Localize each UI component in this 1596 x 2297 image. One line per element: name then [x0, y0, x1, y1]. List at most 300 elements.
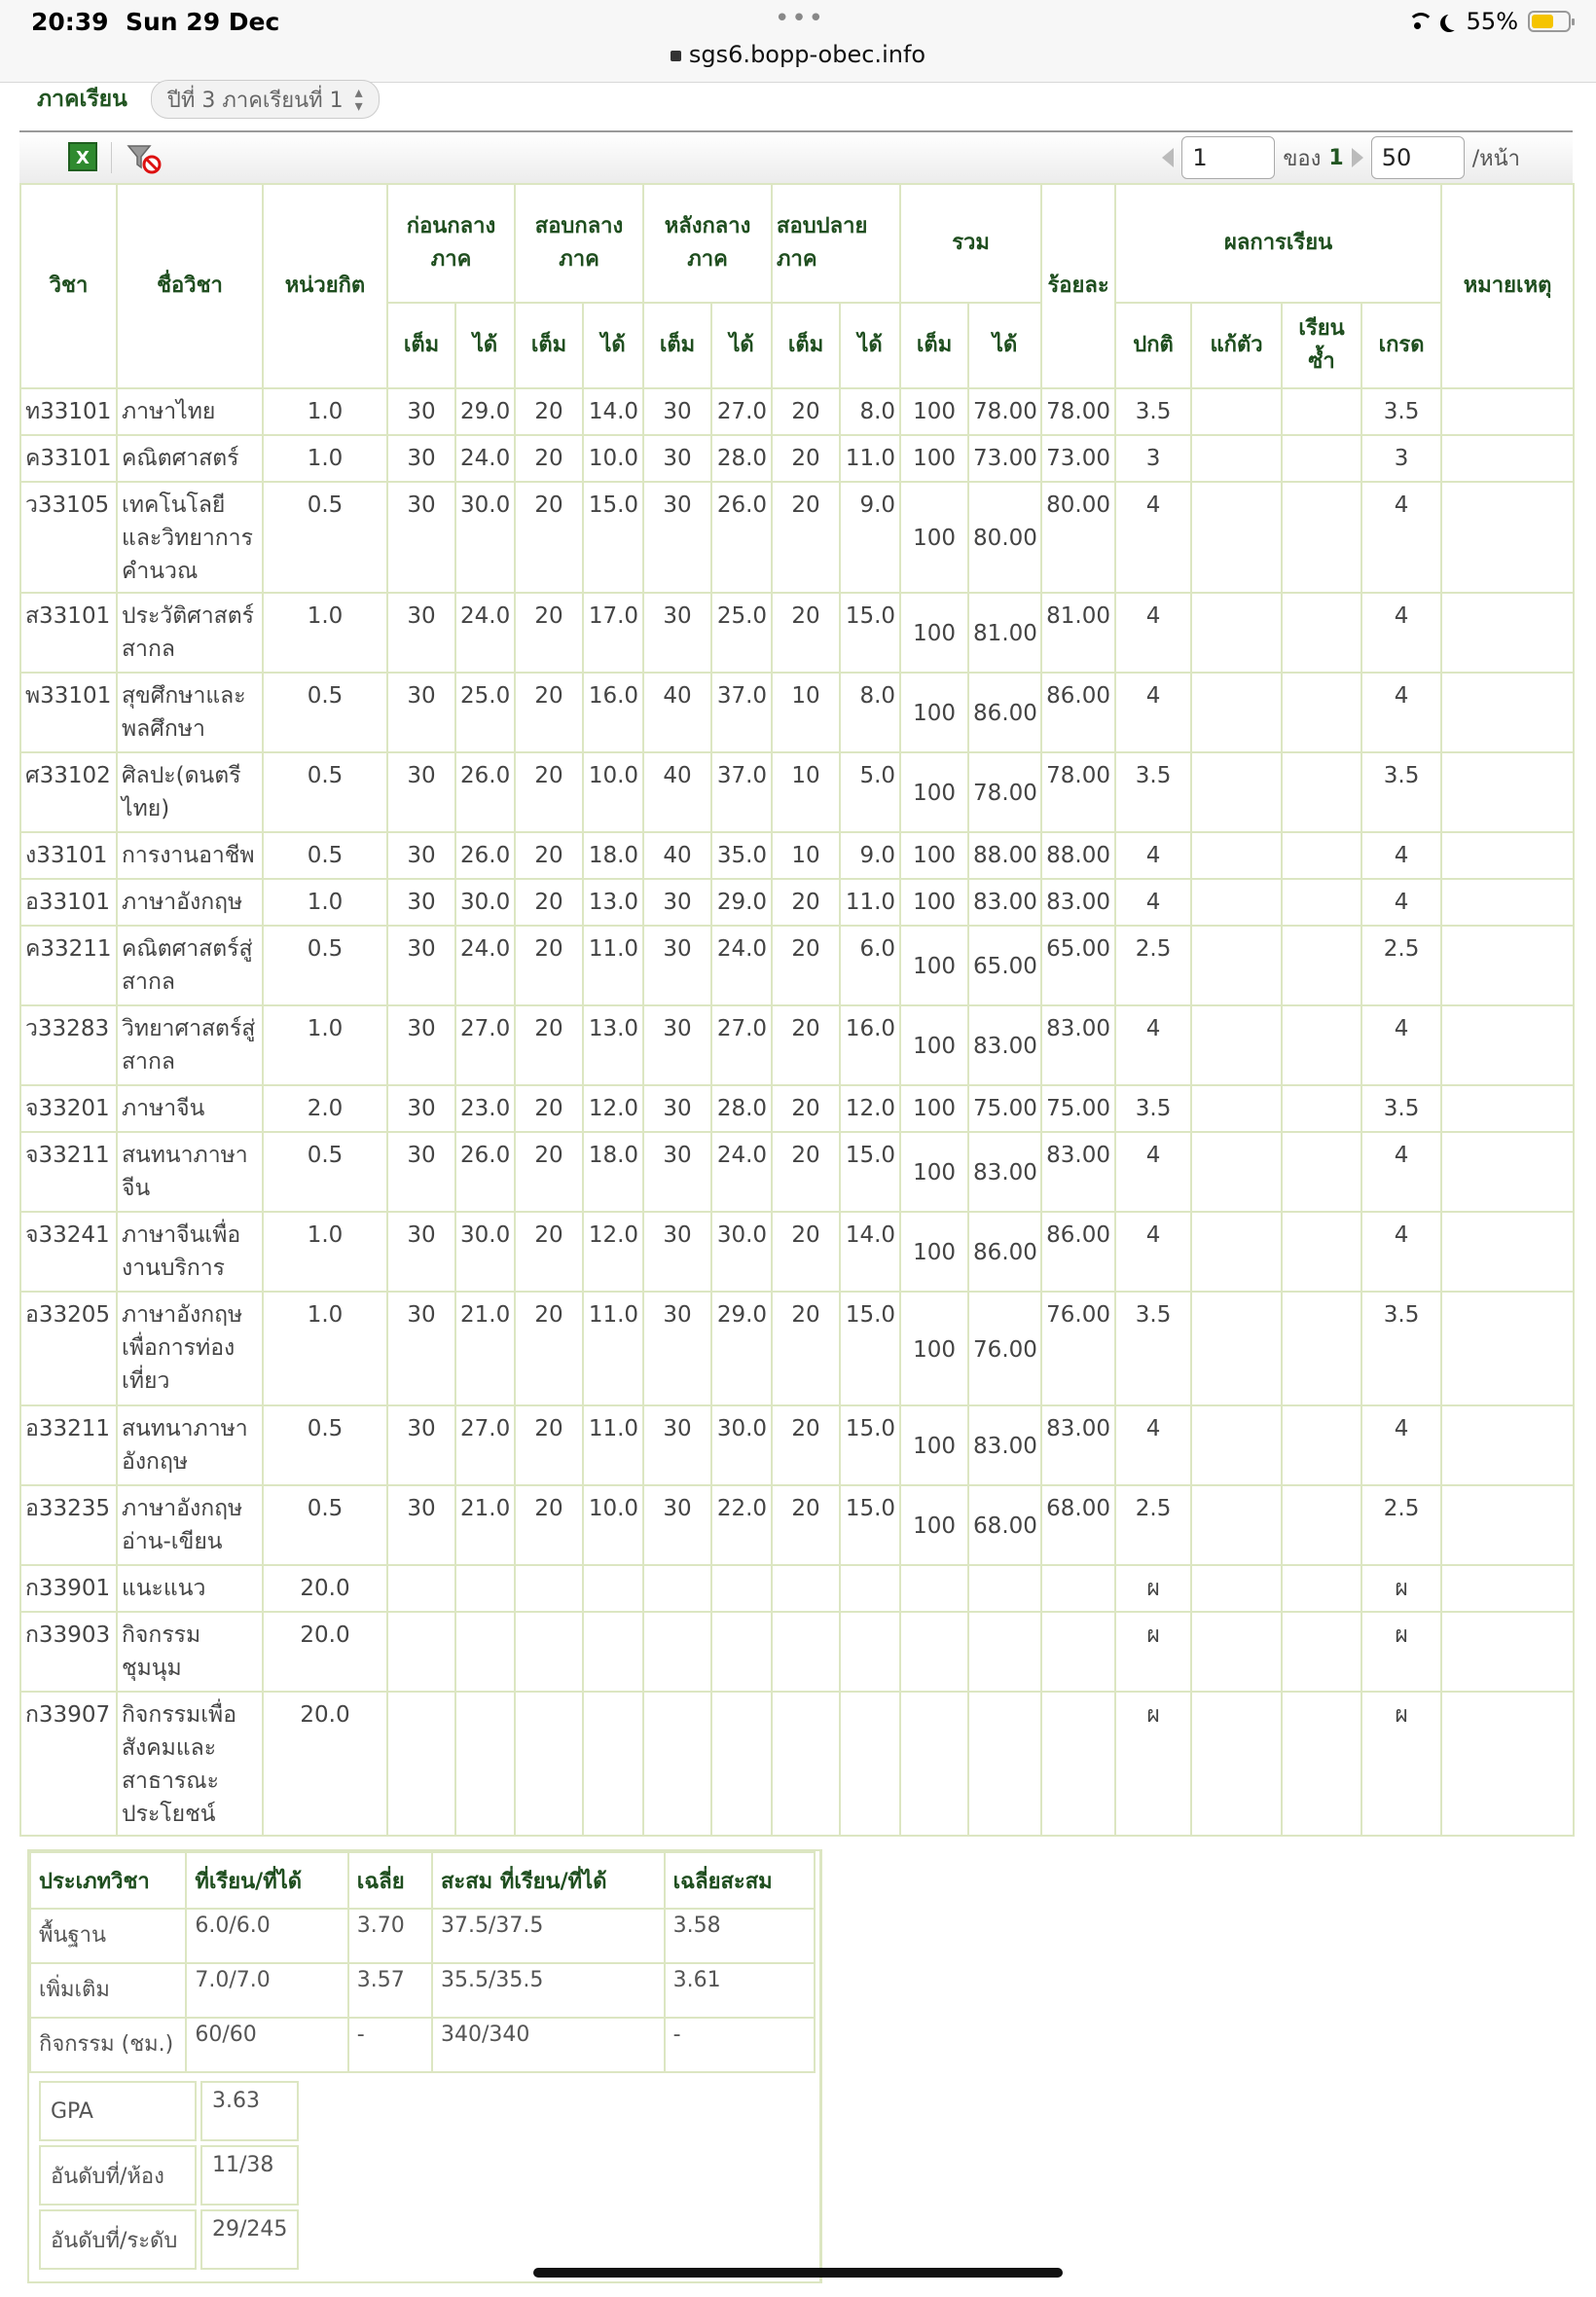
prev-page-icon[interactable]	[1162, 148, 1174, 167]
cell-fix	[1191, 1132, 1282, 1212]
cell-normal: 4	[1115, 1132, 1191, 1212]
cell-fg: 15.0	[840, 593, 900, 673]
cell-name: วิทยาศาสตร์สู่สากล	[117, 1005, 263, 1085]
url-text: sgs6.bopp-obec.info	[688, 41, 926, 68]
repeat-header[interactable]: เรียนซ้ำ	[1282, 303, 1361, 388]
col-remark-header[interactable]: หมายเหตุ	[1441, 184, 1574, 388]
cell-fix	[1191, 1212, 1282, 1292]
cell-name: ภาษาจีน	[117, 1085, 263, 1132]
cell-tf: 100	[900, 1085, 968, 1132]
cell-tg: 76.00	[968, 1292, 1041, 1405]
cell-tf: 100	[900, 435, 968, 482]
cell-fix	[1191, 1292, 1282, 1405]
table-row[interactable]	[20, 1132, 1574, 1212]
rank-class-label: อันดับที่/ห้อง	[39, 2145, 197, 2206]
cell-remark	[1441, 1485, 1574, 1565]
cell-rep	[1282, 1565, 1361, 1612]
cell-fix	[1191, 482, 1282, 593]
cell-normal: 4	[1115, 593, 1191, 673]
clear-filter-icon[interactable]	[125, 140, 163, 175]
cell-rep	[1282, 752, 1361, 832]
table-row[interactable]	[20, 435, 1574, 482]
cell-mg	[583, 1692, 643, 1836]
cell-tg: 73.00	[968, 435, 1041, 482]
cell-mf: 20	[515, 482, 583, 593]
cell-credit: 0.5	[263, 832, 387, 879]
cell-fg: 15.0	[840, 1292, 900, 1405]
cell-tf: 100	[900, 879, 968, 926]
col-percent-header[interactable]: ร้อยละ	[1041, 184, 1115, 388]
pager-of-label: ของ	[1283, 146, 1322, 171]
cell-bf: 30	[387, 1005, 455, 1085]
cell-mf	[515, 1612, 583, 1692]
cell-tf	[900, 1692, 968, 1836]
cell-pct: 76.00	[1041, 1292, 1115, 1405]
cell-fg: 11.0	[840, 435, 900, 482]
final-got-header[interactable]: ได้	[840, 303, 900, 388]
cell-code: จ33241	[20, 1212, 117, 1292]
cell-rep	[1282, 673, 1361, 752]
summary-row	[30, 1963, 815, 2018]
cell-ag: 26.0	[711, 482, 772, 593]
cell-ff: 20	[772, 1005, 840, 1085]
cell-name: ภาษาอังกฤษ	[117, 879, 263, 926]
cell-fg: 9.0	[840, 482, 900, 593]
more-dots-icon[interactable]: •••	[775, 4, 826, 33]
cell-ff: 20	[772, 879, 840, 926]
cell-tf: 100	[900, 1405, 968, 1485]
cell-af: 30	[643, 1132, 711, 1212]
cell-tg: 78.00	[968, 752, 1041, 832]
cell-normal: 3.5	[1115, 1292, 1191, 1405]
cell-credit: 0.5	[263, 673, 387, 752]
cell-fg: 12.0	[840, 1085, 900, 1132]
col-before-mid-header: ก่อนกลางภาค	[387, 184, 515, 303]
summary-body	[30, 1909, 815, 2072]
fix-header[interactable]: แก้ตัว	[1191, 303, 1282, 388]
cell-bg: 29.0	[455, 388, 515, 435]
cell-af	[643, 1692, 711, 1836]
cell-ff: 20	[772, 1292, 840, 1405]
grid-toolbar	[19, 130, 1573, 184]
cell-mg: 12.0	[583, 1212, 643, 1292]
cell-af	[643, 1565, 711, 1612]
table-row[interactable]	[20, 482, 1574, 593]
cell-bg: 30.0	[455, 879, 515, 926]
page-input[interactable]	[1181, 136, 1275, 179]
cell-ff: 20	[772, 1212, 840, 1292]
cell-code: พ33101	[20, 673, 117, 752]
cell-tg: 81.00	[968, 593, 1041, 673]
cell-grade: 3.5	[1361, 388, 1441, 435]
cell-ff: 20	[772, 1405, 840, 1485]
cell-fix	[1191, 593, 1282, 673]
cell-ff	[772, 1565, 840, 1612]
cell-mg: 12.0	[583, 1085, 643, 1132]
cell-name: ภาษาอังกฤษเพื่อการท่องเที่ยว	[117, 1292, 263, 1405]
cell-tg: 86.00	[968, 673, 1041, 752]
cell-pct: 73.00	[1041, 435, 1115, 482]
cell-tg	[968, 1612, 1041, 1692]
term-select[interactable]	[151, 80, 380, 119]
cell-fix	[1191, 879, 1282, 926]
cell-fix	[1191, 1692, 1282, 1836]
cell-tg: 83.00	[968, 1405, 1041, 1485]
before-got-header[interactable]: ได้	[455, 303, 515, 388]
cell-ff: 20	[772, 593, 840, 673]
cell-credit: 0.5	[263, 1405, 387, 1485]
cell-bf: 30	[387, 926, 455, 1005]
cell-rep	[1282, 832, 1361, 879]
cell-name: ภาษาจีนเพื่องานบริการ	[117, 1212, 263, 1292]
cell-tg: 88.00	[968, 832, 1041, 879]
lock-icon	[671, 51, 681, 61]
cell-bf: 30	[387, 1132, 455, 1212]
table-row[interactable]	[20, 1005, 1574, 1085]
cell-name: กิจกรรมชุมนุม	[117, 1612, 263, 1692]
cell-mf	[515, 1565, 583, 1612]
table-row[interactable]	[20, 1212, 1574, 1292]
summary-cell: 35.5/35.5	[432, 1963, 665, 2018]
cell-bf: 30	[387, 673, 455, 752]
table-row[interactable]	[20, 388, 1574, 435]
cell-rep	[1282, 1212, 1361, 1292]
cell-grade: 3.5	[1361, 752, 1441, 832]
rank-level-label: อันดับที่/ระดับ	[39, 2209, 197, 2270]
cell-pct	[1041, 1565, 1115, 1612]
cell-mf: 20	[515, 832, 583, 879]
table-row[interactable]	[20, 926, 1574, 1005]
cell-mf: 20	[515, 673, 583, 752]
cell-mg	[583, 1565, 643, 1612]
final-full-header[interactable]: เต็ม	[772, 303, 840, 388]
cell-code: จ33211	[20, 1132, 117, 1212]
cell-normal: ผ	[1115, 1612, 1191, 1692]
total-full-header[interactable]: เต็ม	[900, 303, 968, 388]
cell-af: 30	[643, 593, 711, 673]
cell-grade: 4	[1361, 482, 1441, 593]
cell-normal: 4	[1115, 832, 1191, 879]
col-mid-header: สอบกลางภาค	[515, 184, 643, 303]
cell-bg: 21.0	[455, 1292, 515, 1405]
summary-panel	[27, 1849, 822, 2283]
cell-name: กิจกรรมเพื่อสังคมและสาธารณะประโยชน์	[117, 1692, 263, 1836]
cell-ag: 22.0	[711, 1485, 772, 1565]
cell-fg: 14.0	[840, 1212, 900, 1292]
cell-af: 30	[643, 388, 711, 435]
cell-normal: 3.5	[1115, 1085, 1191, 1132]
cell-af: 40	[643, 673, 711, 752]
cell-af: 40	[643, 832, 711, 879]
table-row[interactable]	[20, 1485, 1574, 1565]
cell-tf: 100	[900, 1292, 968, 1405]
cell-normal: ผ	[1115, 1692, 1191, 1836]
cell-af: 30	[643, 1212, 711, 1292]
cell-mf: 20	[515, 1485, 583, 1565]
col-name-header[interactable]: ชื่อวิชา	[117, 184, 263, 388]
cell-name: ภาษาไทย	[117, 388, 263, 435]
cell-code: ง33101	[20, 832, 117, 879]
cell-mg: 13.0	[583, 879, 643, 926]
cell-ag	[711, 1692, 772, 1836]
summary-cell: 3.70	[348, 1909, 432, 1963]
cell-ag: 25.0	[711, 593, 772, 673]
table-row[interactable]	[20, 1085, 1574, 1132]
cell-fg: 16.0	[840, 1005, 900, 1085]
cell-tf: 100	[900, 1212, 968, 1292]
cell-code: ก33907	[20, 1692, 117, 1836]
cell-bf: 30	[387, 1405, 455, 1485]
cell-grade: 4	[1361, 1405, 1441, 1485]
cell-mg	[583, 1612, 643, 1692]
cell-bg: 23.0	[455, 1085, 515, 1132]
cell-credit: 0.5	[263, 926, 387, 1005]
cell-fg: 15.0	[840, 1132, 900, 1212]
cell-fg: 8.0	[840, 388, 900, 435]
cell-remark	[1441, 388, 1574, 435]
summary-cell: พื้นฐาน	[30, 1909, 186, 1963]
cell-mg: 10.0	[583, 435, 643, 482]
cell-rep	[1282, 1292, 1361, 1405]
cell-bf: 30	[387, 482, 455, 593]
cell-ff: 20	[772, 388, 840, 435]
cell-mg: 11.0	[583, 1405, 643, 1485]
cell-credit: 1.0	[263, 593, 387, 673]
cell-code: ท33101	[20, 388, 117, 435]
cell-pct	[1041, 1692, 1115, 1836]
cell-af: 30	[643, 482, 711, 593]
cell-normal: 4	[1115, 673, 1191, 752]
cell-rep	[1282, 926, 1361, 1005]
cell-code: จ33201	[20, 1085, 117, 1132]
cell-pct: 83.00	[1041, 1405, 1115, 1485]
cell-fg: 9.0	[840, 832, 900, 879]
summary-credits-header: ที่เรียน/ที่ได้	[186, 1852, 347, 1909]
cell-bg: 30.0	[455, 482, 515, 593]
cell-bf: 30	[387, 1085, 455, 1132]
cell-bf	[387, 1612, 455, 1692]
cell-bg: 24.0	[455, 435, 515, 482]
cell-ag: 27.0	[711, 1005, 772, 1085]
cell-af: 30	[643, 1405, 711, 1485]
cell-tf: 100	[900, 1132, 968, 1212]
cell-bf: 30	[387, 388, 455, 435]
cell-ag: 28.0	[711, 435, 772, 482]
cell-mg: 18.0	[583, 1132, 643, 1212]
cell-name: สุขศึกษาและพลศึกษา	[117, 673, 263, 752]
cell-bg	[455, 1612, 515, 1692]
cell-name: ประวัติศาสตร์สากล	[117, 593, 263, 673]
summary-row	[30, 1909, 815, 1963]
cell-remark	[1441, 1005, 1574, 1085]
cell-bg: 27.0	[455, 1005, 515, 1085]
cell-bf: 30	[387, 879, 455, 926]
cell-tf: 100	[900, 1485, 968, 1565]
moon-icon	[1445, 13, 1463, 30]
cell-normal: 3.5	[1115, 752, 1191, 832]
col-code-header[interactable]: วิชา	[20, 184, 117, 388]
cell-tg: 83.00	[968, 879, 1041, 926]
cell-remark	[1441, 1085, 1574, 1132]
cell-fix	[1191, 752, 1282, 832]
cell-af: 30	[643, 1085, 711, 1132]
cell-ag: 35.0	[711, 832, 772, 879]
cell-pct: 68.00	[1041, 1485, 1115, 1565]
cell-grade: ผ	[1361, 1692, 1441, 1836]
cell-name: แนะแนว	[117, 1565, 263, 1612]
table-row[interactable]	[20, 1565, 1574, 1612]
cell-ag: 24.0	[711, 926, 772, 1005]
cell-name: คณิตศาสตร์	[117, 435, 263, 482]
cell-mg: 14.0	[583, 388, 643, 435]
cell-credit: 0.5	[263, 1132, 387, 1212]
cell-tf: 100	[900, 673, 968, 752]
cell-remark	[1441, 1612, 1574, 1692]
cell-credit: 0.5	[263, 1485, 387, 1565]
cell-pct	[1041, 1612, 1115, 1692]
cell-name: เทคโนโลยีและวิทยาการคำนวณ	[117, 482, 263, 593]
cell-rep	[1282, 879, 1361, 926]
cell-bg: 24.0	[455, 593, 515, 673]
cell-bf: 30	[387, 1485, 455, 1565]
cell-af: 30	[643, 879, 711, 926]
status-indicators	[1406, 8, 1571, 35]
cell-credit: 1.0	[263, 1292, 387, 1405]
summary-cell: 3.57	[348, 1963, 432, 2018]
cell-ag: 37.0	[711, 752, 772, 832]
mid-got-header[interactable]: ได้	[583, 303, 643, 388]
table-row[interactable]	[20, 673, 1574, 752]
cell-fg: 11.0	[840, 879, 900, 926]
cell-ag	[711, 1612, 772, 1692]
table-row[interactable]	[20, 1612, 1574, 1692]
cell-pct: 80.00	[1041, 482, 1115, 593]
cell-remark	[1441, 926, 1574, 1005]
after-got-header[interactable]: ได้	[711, 303, 772, 388]
cell-grade: 4	[1361, 593, 1441, 673]
cell-remark	[1441, 1292, 1574, 1405]
cell-ag: 29.0	[711, 1292, 772, 1405]
cell-credit: 1.0	[263, 435, 387, 482]
cell-fg	[840, 1565, 900, 1612]
cell-remark	[1441, 435, 1574, 482]
rank-level-value: 29/245	[200, 2209, 299, 2270]
next-page-icon[interactable]	[1352, 148, 1363, 167]
cell-remark	[1441, 1132, 1574, 1212]
cell-credit: 20.0	[263, 1612, 387, 1692]
cell-grade: 2.5	[1361, 1485, 1441, 1565]
cell-normal: 4	[1115, 1405, 1191, 1485]
cell-tg: 78.00	[968, 388, 1041, 435]
cell-tf: 100	[900, 1005, 968, 1085]
cell-code: ก33901	[20, 1565, 117, 1612]
table-row[interactable]	[20, 879, 1574, 926]
cell-mg: 15.0	[583, 482, 643, 593]
cell-credit: 1.0	[263, 1005, 387, 1085]
cell-rep	[1282, 1405, 1361, 1485]
cell-tf	[900, 1612, 968, 1692]
table-row[interactable]	[20, 593, 1574, 673]
cell-bg: 26.0	[455, 832, 515, 879]
battery-icon	[1528, 11, 1571, 32]
excel-export-icon[interactable]: X	[68, 142, 97, 171]
cell-af: 30	[643, 1292, 711, 1405]
table-row[interactable]	[20, 832, 1574, 879]
cell-tf: 100	[900, 832, 968, 879]
total-got-header[interactable]: ได้	[968, 303, 1041, 388]
cell-credit: 1.0	[263, 1212, 387, 1292]
cell-bg: 26.0	[455, 752, 515, 832]
cell-code: ค33211	[20, 926, 117, 1005]
cell-bf: 30	[387, 752, 455, 832]
table-row[interactable]	[20, 1405, 1574, 1485]
cell-remark	[1441, 752, 1574, 832]
cell-rep	[1282, 435, 1361, 482]
gpa-label: GPA	[39, 2081, 197, 2141]
cell-af: 30	[643, 926, 711, 1005]
address-bar[interactable]	[0, 41, 1596, 68]
summary-avg-header: เฉลี่ย	[348, 1852, 432, 1909]
table-row[interactable]	[20, 1292, 1574, 1405]
cell-code: อ33205	[20, 1292, 117, 1405]
cell-mf: 20	[515, 926, 583, 1005]
cell-fix	[1191, 1612, 1282, 1692]
cell-fix	[1191, 832, 1282, 879]
cell-tg: 86.00	[968, 1212, 1041, 1292]
summary-cell: 37.5/37.5	[432, 1909, 665, 1963]
table-row[interactable]	[20, 752, 1574, 832]
cell-remark	[1441, 1565, 1574, 1612]
cell-tf: 100	[900, 593, 968, 673]
cell-mf: 20	[515, 435, 583, 482]
cell-ff: 20	[772, 435, 840, 482]
cell-ff	[772, 1612, 840, 1692]
cell-normal: 3.5	[1115, 388, 1191, 435]
term-select-value: ปีที่ 3 ภาคเรียนที่ 1	[166, 88, 344, 113]
home-indicator[interactable]	[533, 2268, 1063, 2278]
cell-code: อ33211	[20, 1405, 117, 1485]
cell-af: 40	[643, 752, 711, 832]
normal-header[interactable]: ปกติ	[1115, 303, 1191, 388]
per-page-input[interactable]	[1371, 136, 1465, 179]
summary-cell: 3.58	[665, 1909, 815, 1963]
cell-mf: 20	[515, 1292, 583, 1405]
after-full-header[interactable]: เต็ม	[643, 303, 711, 388]
cell-mg: 11.0	[583, 1292, 643, 1405]
cell-tf: 100	[900, 388, 968, 435]
grades-body	[20, 388, 1574, 1836]
cell-bg: 21.0	[455, 1485, 515, 1565]
summary-cell: 3.61	[665, 1963, 815, 2018]
cell-mg: 18.0	[583, 832, 643, 879]
cell-fg: 15.0	[840, 1405, 900, 1485]
before-full-header[interactable]: เต็ม	[387, 303, 455, 388]
cell-normal: 4	[1115, 1005, 1191, 1085]
col-result-header: ผลการเรียน	[1115, 184, 1441, 303]
col-credit-header[interactable]: หน่วยกิต	[263, 184, 387, 388]
summary-cell: 7.0/7.0	[186, 1963, 347, 2018]
grade-header[interactable]: เกรด	[1361, 303, 1441, 388]
cell-ff	[772, 1692, 840, 1836]
cell-mf	[515, 1692, 583, 1836]
cell-af	[643, 1612, 711, 1692]
cell-rep	[1282, 1085, 1361, 1132]
table-row[interactable]	[20, 1692, 1574, 1836]
rank-class-value: 11/38	[200, 2145, 299, 2206]
cell-grade: 3.5	[1361, 1085, 1441, 1132]
mid-full-header[interactable]: เต็ม	[515, 303, 583, 388]
summary-cell: 60/60	[186, 2018, 347, 2072]
